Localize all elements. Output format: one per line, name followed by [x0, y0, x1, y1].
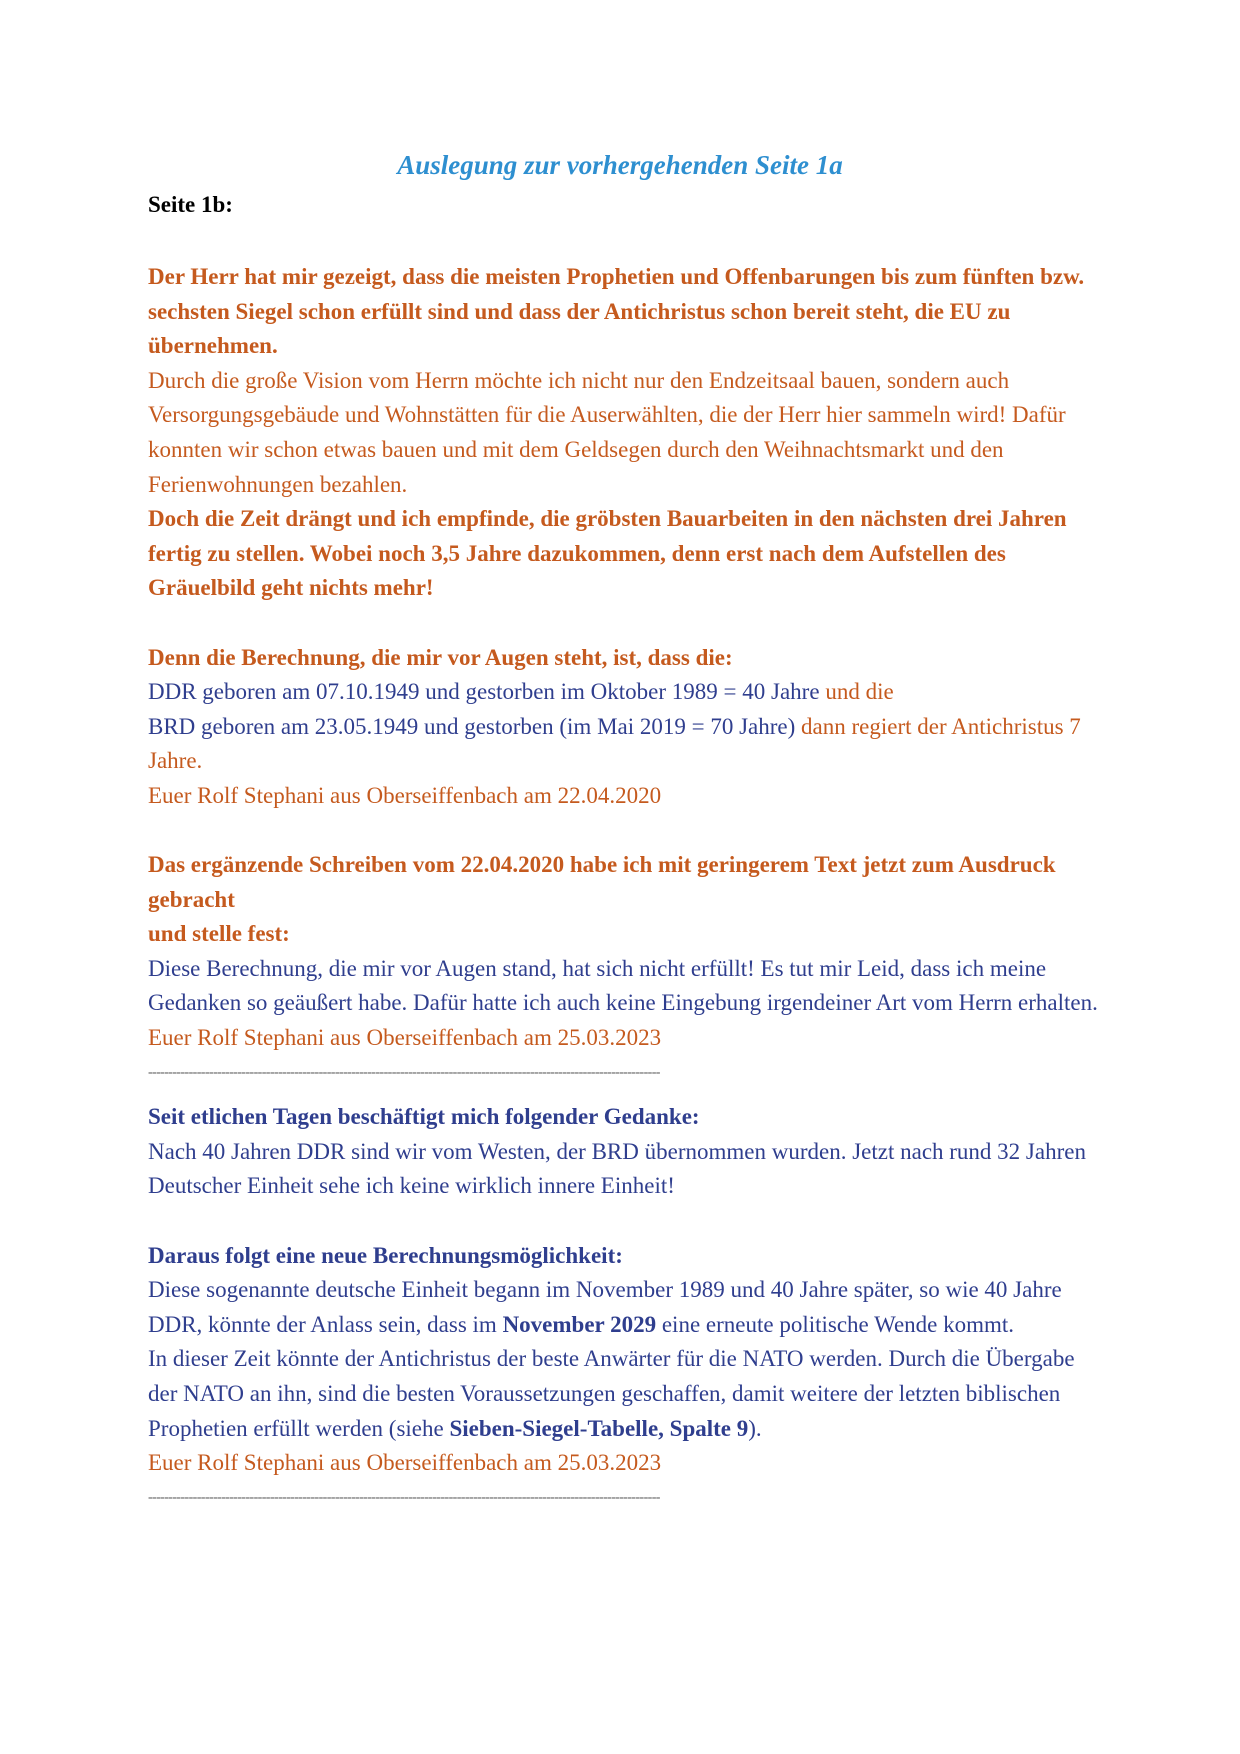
s5-text-bold: November 2029	[502, 1311, 657, 1337]
signature-s5: Euer Rolf Stephani aus Oberseiffenbach am 25.03.2023	[148, 1450, 662, 1476]
spacer	[148, 1090, 1108, 1100]
divider-line: ------------------------------------------------------------------------------------------------------------------------------	[148, 1064, 660, 1080]
paragraph-s1-normal: Durch die große Vision vom Herrn möchte ich nicht nur den Endzeitsaal bauen, sondern auch Versorgungsgebäude und Wohnstätten für die Auserwählten, die der Herr hier sammeln wird! Dafür konnten wir schon etwas bauen und mit dem Geldsegen durch den Weihnachtsmarkt und den Ferienwohnungen bezahlen.	[148, 367, 1066, 497]
paragraph-s5-heading: Daraus folgt eine neue Berechnungsmöglichkeit:	[148, 1242, 623, 1268]
paragraph-s2-brd	[148, 710, 1108, 779]
s5-text2-a: In dieser Zeit könnte der Antichristus der beste Anwärter für die NATO werden. Durch die Übergabe der NATO an ihn, sind die besten Voraussetzungen geschaffen, damit weitere der letzten biblischen Prophetien erfüllt werden (siehe	[148, 1346, 1075, 1441]
ddr-text: DDR geboren am 07.10.1949 und gestorben im Oktober 1989 = 40 Jahre	[148, 679, 820, 705]
brd-text: BRD geboren am 23.05.1949 und gestorben (im Mai 2019 = 70 Jahre)	[148, 713, 796, 739]
paragraph-s1-bold2: Doch die Zeit drängt und ich empfinde, die gröbsten Bauarbeiten in den nächsten drei Jahren fertig zu stellen. Wobei noch 3,5 Jahre dazukommen, denn erst nach dem Aufstellen des Gräuelbild geht nichts mehr!	[148, 506, 1067, 601]
s5-text-b: eine erneute politische Wende kommt.	[656, 1311, 1015, 1337]
signature-s3: Euer Rolf Stephani aus Oberseiffenbach am 25.03.2023	[148, 1025, 662, 1051]
signature-s2: Euer Rolf Stephani aus Oberseiffenbach am 22.04.2020	[148, 782, 662, 808]
spacer	[148, 1204, 1108, 1239]
paragraph-s1-bold: Der Herr hat mir gezeigt, dass die meisten Prophetien und Offenbarungen bis zum fünften bzw. sechsten Siegel schon erfüllt sind und dass der Antichristus schon bereit steht, die EU zu übernehmen.	[148, 264, 1085, 359]
spacer	[148, 814, 1108, 849]
spacer	[148, 606, 1108, 641]
paragraph-s2-ddr	[148, 675, 1108, 710]
divider-line-2: ------------------------------------------------------------------------------------------------------------------------------	[148, 1489, 660, 1505]
paragraph-s4-heading: Seit etlichen Tagen beschäftigt mich folgender Gedanke:	[148, 1104, 700, 1130]
brd-tail: dann regiert der Antichristus 7 Jahre.	[148, 713, 1081, 774]
paragraph-s3-heading2: und stelle fest:	[148, 921, 290, 947]
s5-text-a: Diese sogenannte deutsche Einheit begann im November 1989 und 40 Jahre später, so wie 40 Jahre DDR, könnte der Anlass sein, dass im	[148, 1277, 1062, 1337]
paragraph-s3-text: Diese Berechnung, die mir vor Augen stand, hat sich nicht erfüllt! Es tut mir Leid, dass ich meine Gedanken so geäußert habe. Dafür hatte ich auch keine Eingebung irgendeiner Art vom Herrn erhalten.	[148, 955, 1098, 1016]
paragraph-s5-text	[148, 1273, 1108, 1342]
page-subtitle: Seite 1b:	[148, 192, 233, 217]
s5-text2-bold: Sieben-Siegel-Tabelle, Spalte 9	[449, 1415, 749, 1441]
paragraph-s3-heading1: Das ergänzende Schreiben vom 22.04.2020 habe ich mit geringerem Text jetzt zum Ausdruck gebracht	[148, 852, 1056, 912]
document-body	[148, 260, 1108, 1515]
s5-text2-b: ).	[748, 1415, 762, 1441]
page-title: Auslegung zur vorhergehenden Seite 1a	[397, 150, 843, 180]
paragraph-s4-text: Nach 40 Jahren DDR sind wir vom Westen, der BRD übernommen wurden. Jetzt nach rund 32 Jahren Deutscher Einheit sehe ich keine wirklich innere Einheit!	[148, 1138, 1086, 1199]
ddr-tail: und die	[819, 679, 894, 705]
paragraph-s2-heading: Denn die Berechnung, die mir vor Augen steht, ist, dass die:	[148, 644, 733, 670]
paragraph-s5-text2	[148, 1342, 1108, 1446]
